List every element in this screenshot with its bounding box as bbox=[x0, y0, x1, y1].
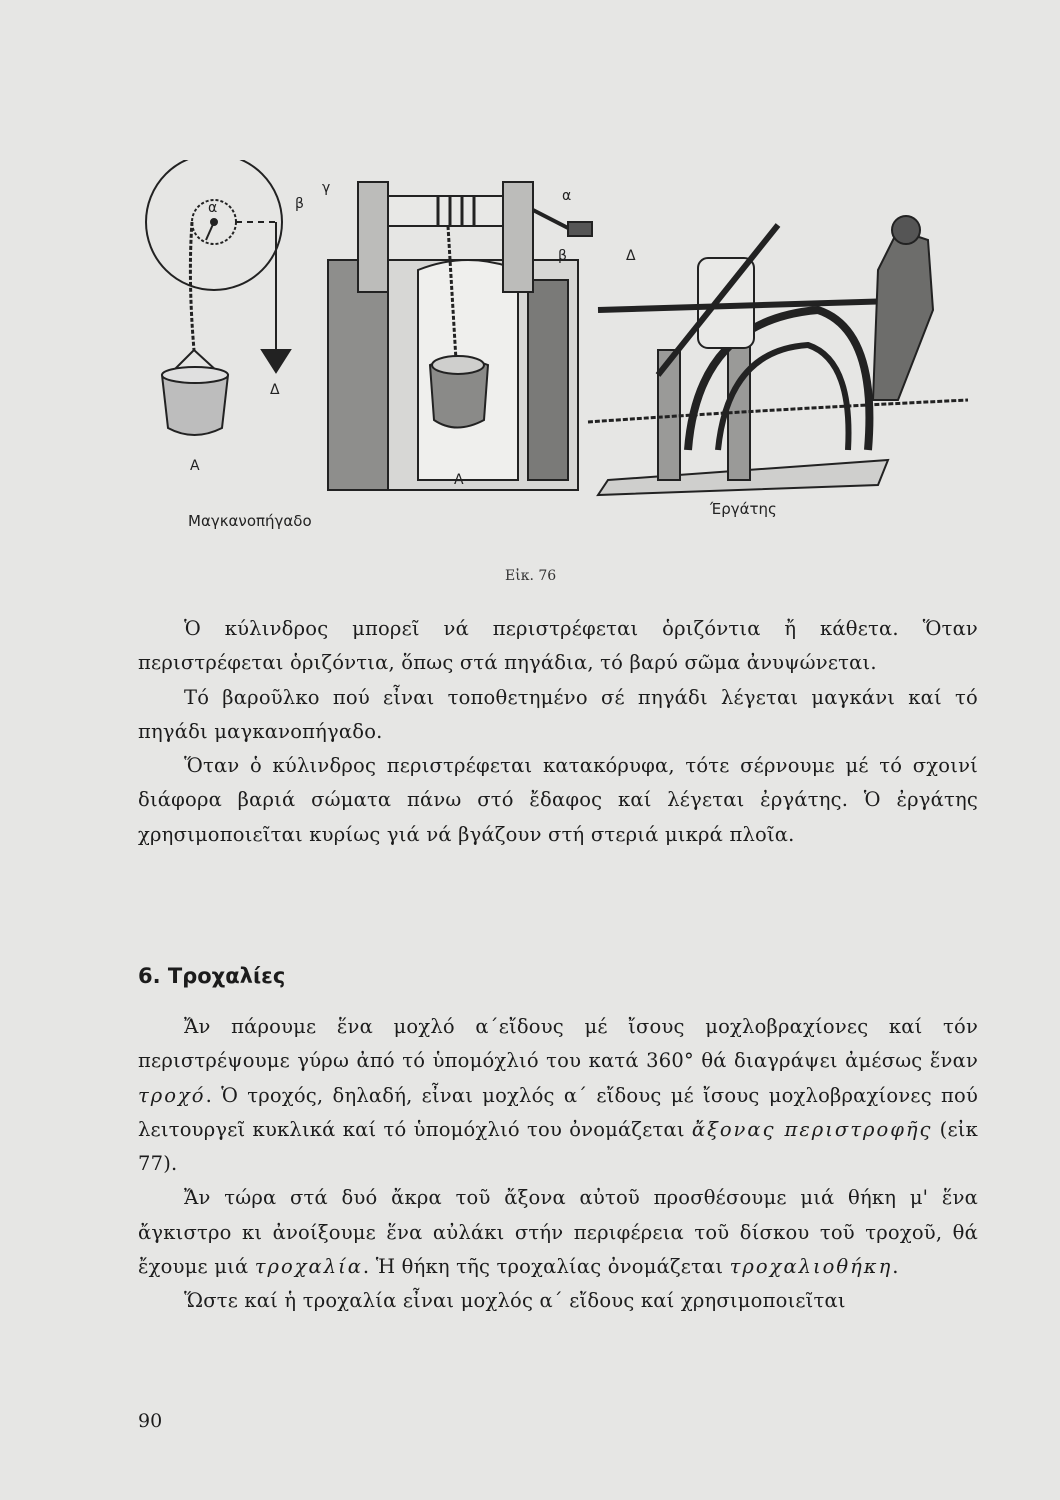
letter-delta-pulley: Δ bbox=[270, 382, 280, 398]
letter-a-bucket-well: Α bbox=[454, 472, 464, 488]
paragraph-wheel: Ἄν πάρουμε ἕνα μοχλό α΄εἴδους μέ ἴσους μοχλοβραχίονες καί τόν περιστρέψουμε γύρω ἀπό τό ὑπομόχλιό του κατά 360° θά διαγράψει ἀμέσως ἕναν τροχό. Ὁ τροχός, δηλαδή, εἶναι μοχλός α΄ εἴδους μέ ἴσους μοχλοβραχίονες πού λειτουργεῖ κυκλικά καί τό ὑπομόχλιό του ὀνομάζεται ἄξονας περιστροφῆς (εἰκ 77). bbox=[138, 1015, 978, 1176]
label-well-winch: Μαγκανοπήγαδο bbox=[188, 512, 312, 530]
pulley-diagram bbox=[146, 160, 290, 435]
figure-76 bbox=[138, 160, 978, 550]
capstan-drawing bbox=[588, 216, 968, 495]
letter-beta-pulley: β bbox=[295, 196, 304, 212]
term-wheel: τροχό bbox=[138, 1083, 206, 1107]
letter-gamma: γ bbox=[322, 180, 331, 196]
letter-alpha-pulley: α bbox=[208, 200, 218, 216]
paragraph-lever: Ὥστε καί ἡ τροχαλία εἶναι μοχλός α΄ εἴδους καί χρησιμοποιεῖται bbox=[184, 1289, 846, 1313]
term-axis: ἄξονας περιστροφῆς bbox=[691, 1117, 933, 1141]
body-text bbox=[138, 612, 978, 852]
term-pulley-housing: τροχαλιοθήκη bbox=[729, 1255, 893, 1279]
paragraph-winch: Τό βαροῦλκο πού εἶναι τοποθετημένο σέ πηγάδι λέγεται μαγκάνι καί τό πηγάδι μαγκανοπήγαδο. bbox=[138, 685, 978, 743]
letter-alpha-crank: α bbox=[562, 188, 572, 204]
paragraph-pulley: Ἄν τώρα στά δυό ἄκρα τοῦ ἄξονα αὐτοῦ προσθέσουμε μιά θήκη μ' ἕνα ἄγκιστρο κι ἀνοίξουμε ἕνα αὐλάκι στήν περιφέρεια τοῦ δίσκου τοῦ τροχοῦ, θά ἔχουμε μιά τροχαλία. Ἡ θήκη τῆς τροχαλίας ὀνομάζεται τροχαλιοθήκη. bbox=[138, 1186, 978, 1279]
letter-beta-crank: β bbox=[558, 248, 567, 264]
paragraph-capstan: Ὅταν ὁ κύλινδρος περιστρέφεται κατακόρυφα, τότε σέρνουμε μέ τό σχοινί διάφορα βαριά σώματα πάνω στό ἔδαφος καί λέγεται ἐργάτης. Ὁ ἐργάτης χρησιμοποιεῖται κυρίως γιά νά βγάζουν στή στεριά μικρά πλοῖα. bbox=[138, 754, 978, 846]
section-heading: 6. Τροχαλίες bbox=[138, 964, 286, 988]
letter-a-bucket-left: Α bbox=[190, 458, 200, 474]
well-and-capstan-illustration bbox=[138, 160, 978, 550]
term-pulley: τροχαλία bbox=[254, 1255, 363, 1279]
paragraph-cylinder: Ὁ κύλινδρος μπορεῖ νά περιστρέφεται ὁριζόντια ἤ κάθετα. Ὅταν περιστρέφεται ὁριζόντια, ὅπως στά πηγάδια, τό βαρύ σῶμα ἀνυψώνεται. bbox=[138, 617, 978, 675]
page-number: 90 bbox=[138, 1410, 163, 1432]
well-drawing bbox=[328, 182, 592, 490]
label-capstan: Έργάτης bbox=[710, 500, 777, 518]
figure-caption: Εἰκ. 76 bbox=[505, 568, 557, 584]
letter-delta-capstan: Δ bbox=[626, 248, 636, 264]
section-text bbox=[138, 1010, 978, 1319]
